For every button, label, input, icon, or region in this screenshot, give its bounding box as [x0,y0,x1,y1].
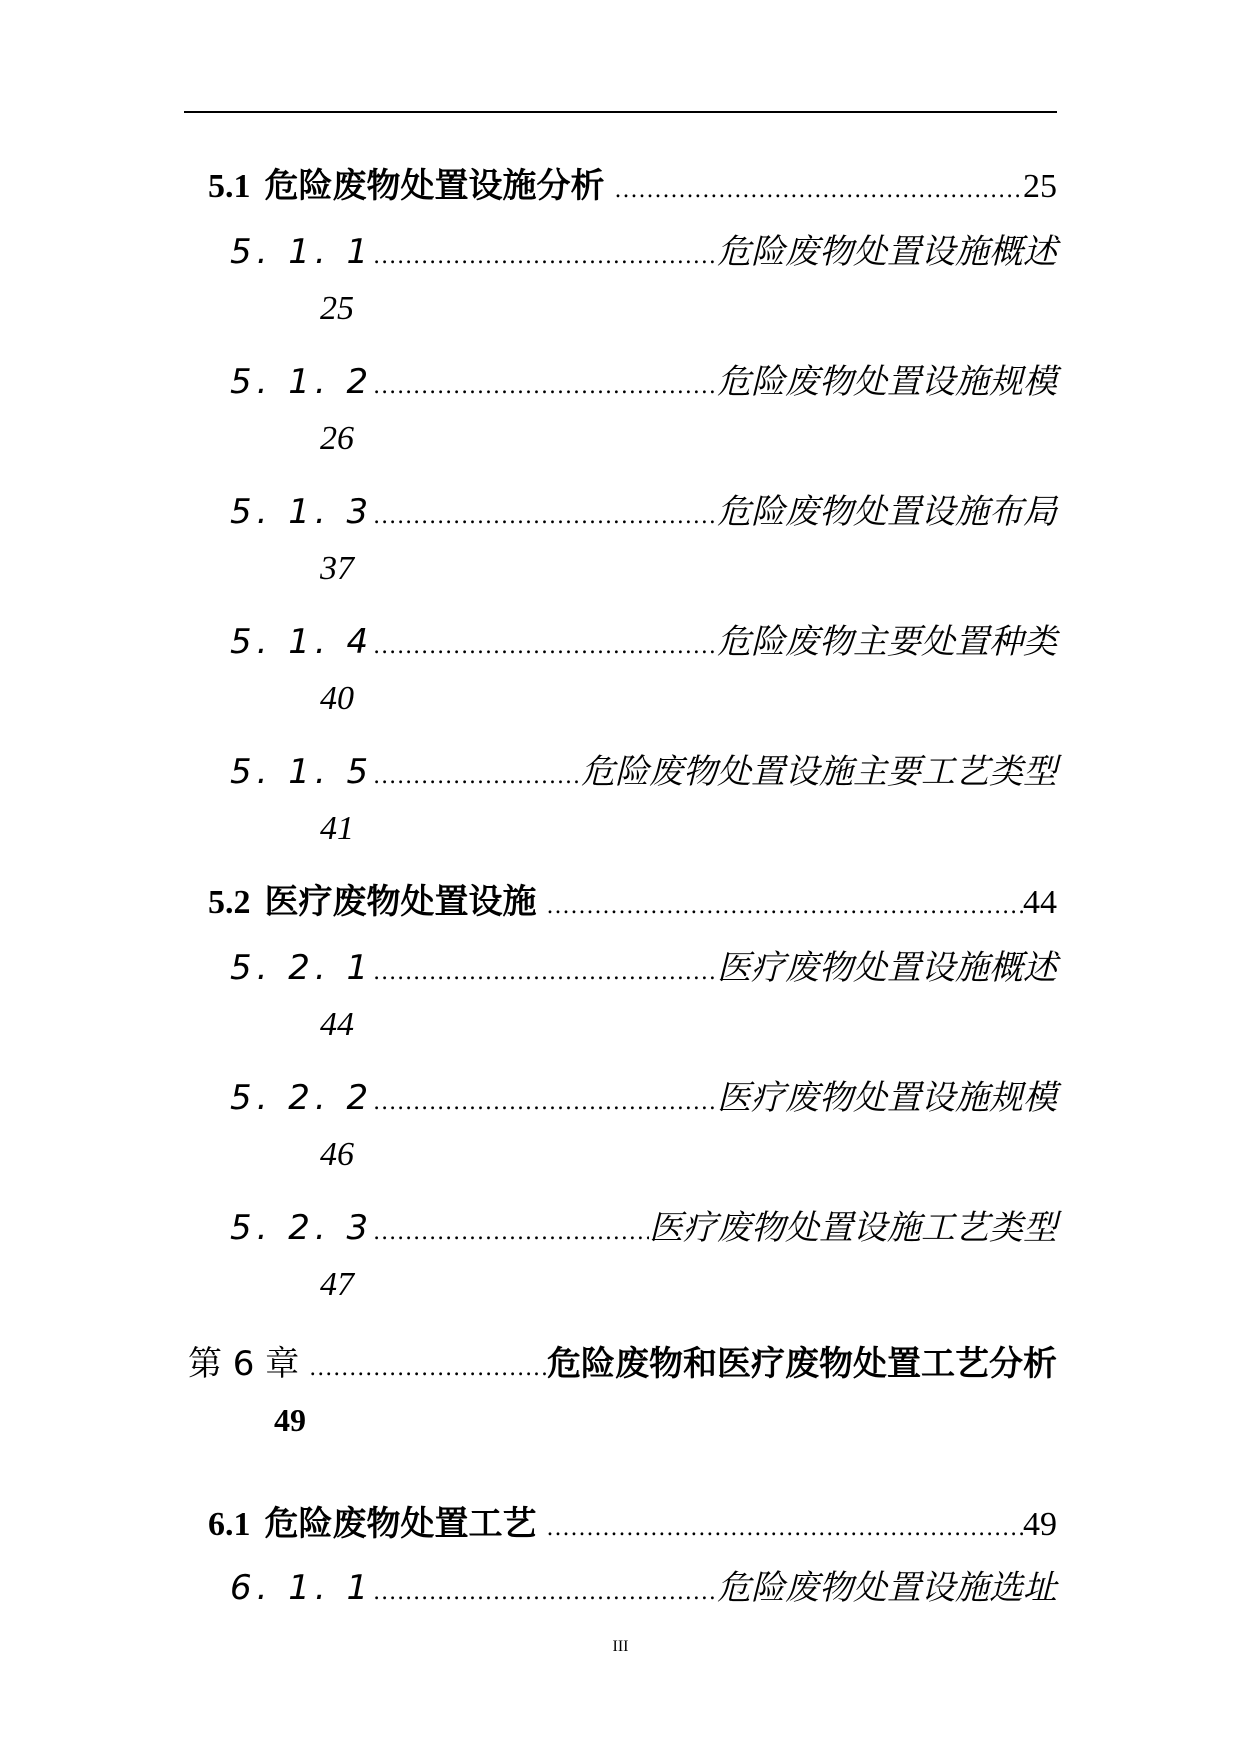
toc-entry-5-1-2[interactable] [230,354,1057,403]
toc-entry-5-2[interactable] [208,874,1057,923]
toc-title: 医疗废物处置设施 [264,882,537,922]
toc-leader [615,178,1024,203]
toc-entry-5-2-3[interactable] [230,1200,1057,1249]
toc-page: 49 [274,1402,306,1438]
toc-page: 47 [320,1266,354,1303]
toc-page: 40 [320,680,354,717]
toc-entry-5-1[interactable] [208,158,1057,207]
toc-leader [547,894,1024,919]
toc-leader [547,1516,1024,1541]
toc-title: 危险废物处置设施分析 [264,166,605,206]
toc-page: 46 [320,1136,354,1173]
toc-number: 第 6 章 [188,1344,300,1384]
toc-leader [373,504,717,529]
toc-number: 5. 1. 1 [230,232,374,272]
toc-entry-5-1-5[interactable] [230,744,1057,793]
toc-title: 危险废物处置设施布局 [717,492,1057,532]
toc-page: 37 [320,550,354,587]
toc-title: 医疗废物处置设施规模 [717,1078,1057,1118]
toc-leader [373,1090,717,1115]
toc-title: 医疗废物处置设施概述 [717,948,1057,988]
toc-leader [373,764,581,789]
toc-page: 44 [320,1006,354,1043]
toc-page: 44 [1023,884,1057,921]
toc-entry-5-1-1[interactable] [230,224,1057,273]
page-number: III [612,1638,629,1655]
toc-number: 5. 1. 5 [230,752,374,792]
toc-title: 危险废物处置设施选址 [717,1568,1057,1608]
toc-page: 49 [1023,1506,1057,1543]
toc-leader [373,960,717,985]
toc-entry-5-1-4[interactable] [230,614,1057,663]
toc-number: 5.2 [208,884,251,921]
toc-title: 危险废物主要处置种类 [717,622,1057,662]
toc-number: 6. 1. 1 [230,1568,374,1608]
toc-title: 危险废物和医疗废物处置工艺分析 [547,1344,1057,1384]
toc-leader [373,1220,649,1245]
toc-number: 5. 2. 2 [230,1078,374,1118]
toc-entry-chapter-6[interactable] [188,1336,1057,1385]
toc-page: 26 [320,420,354,457]
toc-entry-6-1[interactable] [208,1496,1057,1545]
toc-leader [373,634,717,659]
toc-number: 5. 1. 2 [230,362,374,402]
toc-number: 6.1 [208,1506,251,1543]
toc-title: 危险废物处置工艺 [264,1504,537,1544]
toc-page: 41 [320,810,354,847]
header-rule [184,111,1057,113]
toc-page: 25 [1023,168,1057,205]
toc-number: 5. 2. 3 [230,1208,374,1248]
toc-leader [373,1580,717,1605]
toc-entry-6-1-1[interactable] [230,1560,1057,1609]
toc-leader [309,1356,547,1381]
toc-title: 危险废物处置设施规模 [717,362,1057,402]
toc-page: 25 [320,290,354,327]
toc-entry-5-2-2[interactable] [230,1070,1057,1119]
toc-number: 5. 1. 4 [230,622,374,662]
toc-entry-5-1-3[interactable] [230,484,1057,533]
toc-number: 5.1 [208,168,251,205]
toc-title: 医疗废物处置设施工艺类型 [649,1208,1057,1248]
toc-leader [373,244,717,269]
toc-leader [373,374,717,399]
toc-number: 5. 2. 1 [230,948,374,988]
toc-number: 5. 1. 3 [230,492,374,532]
toc-title: 危险废物处置设施概述 [717,232,1057,272]
toc-entry-5-2-1[interactable] [230,940,1057,989]
toc-title: 危险废物处置设施主要工艺类型 [581,752,1057,792]
